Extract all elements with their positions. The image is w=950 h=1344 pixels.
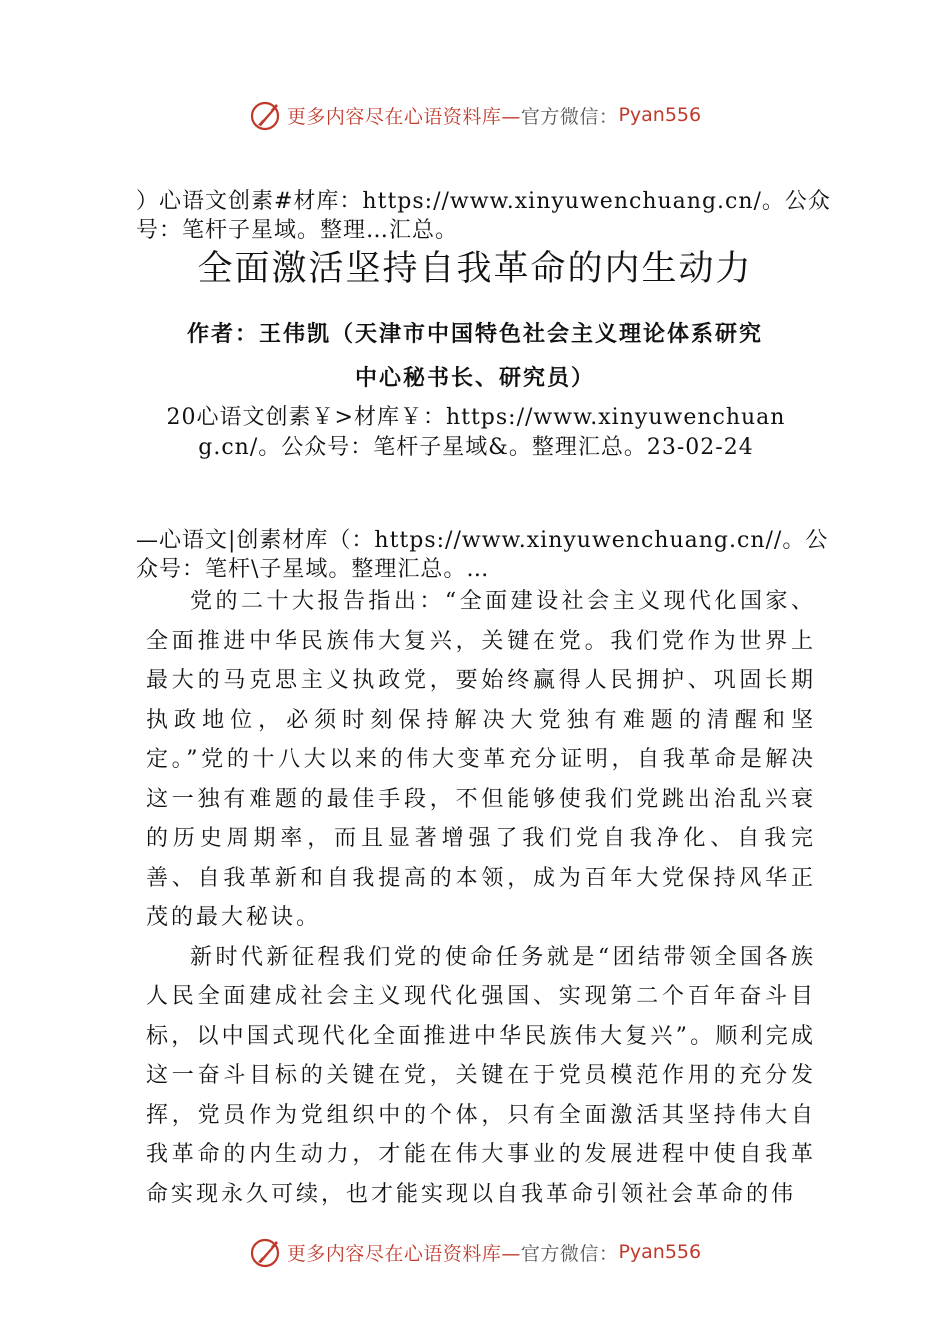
source-note: 20心语文创素￥>材库￥：https://www.xinyuwenchuang.cn/。公众号：笔杆子星域&。整理汇总。23-02-24 [166, 405, 786, 460]
article-body [146, 582, 816, 1214]
article-title: 全面激活坚持自我革命的内生动力 [197, 249, 753, 289]
author-block [150, 312, 800, 400]
footer-banner [0, 1232, 950, 1272]
paragraph-1: 党的二十大报告指出：“全面建设社会主义现代化国家、全面推进中华民族伟大复兴，关键在党。我们党作为世界上最大的马克思主义执政党，要始终赢得人民拥护、巩固长期执政地位，必须时刻保持解决大党独有难题的清醒和坚定。”党的十八大以来的伟大变革充分证明，自我革命是解决这一独有难题的最佳手段，不但能够使我们党跳出治乱兴衰的历史周期率，而且显著增强了我们党自我净化、自我完善、自我革新和自我提高的本领，成为百年大党保持风华正茂的最大秘诀。 [146, 589, 816, 930]
banner-promo-text: 更多内容尽在心语资料库— [286, 1242, 521, 1265]
banner-wechat-id: Pyan556 [618, 104, 702, 126]
quill-pen-logo-icon [249, 1235, 283, 1269]
author-line-1: 作者：王伟凯（天津市中国特色社会主义理论体系研究 [186, 321, 763, 347]
banner-wechat-id: Pyan556 [618, 1241, 702, 1263]
quill-pen-logo-icon [249, 98, 283, 132]
banner-promo-text: 更多内容尽在心语资料库— [286, 105, 521, 128]
banner-wechat-label: 官方微信： [520, 1242, 619, 1265]
repost-note: —心语文|创素材库（：https://www.xinyuwenchuang.cn//。公众号：笔杆\子星域。整理汇总。… [136, 528, 829, 582]
paragraph-2: 新时代新征程我们党的使命任务就是“团结带领全国各族人民全面建成社会主义现代化强国、实现第二个百年奋斗目标，以中国式现代化全面推进中华民族伟大复兴”。顺利完成这一奋斗目标的关键在党，关键在于党员模范作用的充分发挥，党员作为党组织中的个体，只有全面激活其坚持伟大自我革命的内生动力，才能在伟大事业的发展进程中使自我革命实现永久可续，也才能实现以自我革命引领社会革命的伟 [146, 944, 816, 1207]
banner-wechat-label: 官方微信： [520, 105, 619, 128]
author-line-2: 中心秘书长、研究员） [354, 365, 595, 391]
header-banner [0, 95, 950, 135]
top-source-note: ）心语文创素#材库：https://www.xinyuwenchuang.cn/。公众号：笔杆子星域。整理…汇总。 [136, 189, 831, 243]
